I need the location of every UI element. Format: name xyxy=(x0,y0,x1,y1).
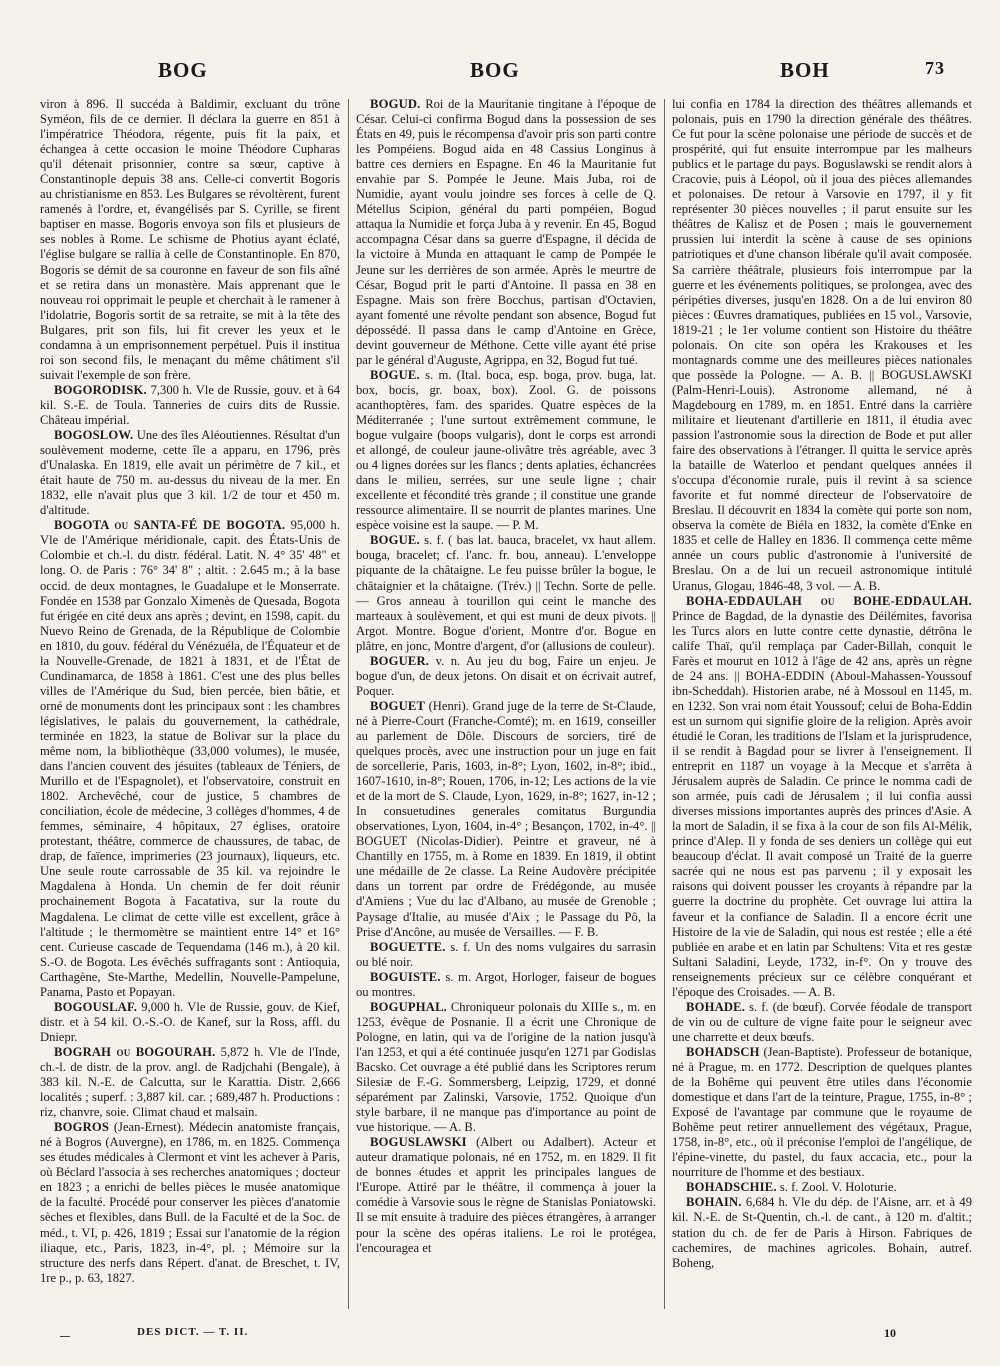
entry-headword: BOGUET xyxy=(370,698,426,713)
column-3 xyxy=(672,97,972,1315)
dictionary-entry xyxy=(672,1045,972,1180)
entry-headword: BOGUER. xyxy=(370,653,430,668)
entry-text: s. f. Zool. V. Holoturie. xyxy=(779,1180,897,1195)
entry-text: lui confia en 1784 la direction des théâtres allemands et polonais, puis en 1790 la direction générale des théâtres. Ce fut pour la scène polonaise une période de succès et de prospérité, qui fut ensuite interrompue par les malheurs publics et le partage du pays. Boguslawski se rendit alors à Cracovie, puis à Léopol, où il joua des pièces allemandes et polonaises. De retour à Varsovie en 1797, il y fit représenter 30 pièces nouvelles ; il parut ensuite sur les théâtres de Kalisz et de Posen ; mais le gouvernement prussien lui interdit la scène à cause de ses opinions patriotiques et d'une chanson libérale qu'il avait composée. Sa carrière théâtrale, plusieurs fois interrompue par la guerre et les événements politiques, se prolongea, avec des péripéties diverses, jusqu'en 1828. On a de lui environ 80 pièces : Œuvres dramatiques, publiées en 15 vol., Varsovie, 1819-21 ; le 1er volume contient son Histoire du théâtre polonais. On cite son opéra les Krakouses et les montagnards comme une des meilleures pièces nationales que possède la Pologne. — A. B. || BOGUSLAWSKI (Palm-Henri-Louis). Astronome allemand, né à Magdebourg en 1789, m. en 1851. Entré dans la carrière militaire et lieutenant d'artillerie en 1811, il étudia avec passion l'astronomie sous la direction de Bode et put aller faire des observations à l'étranger. Il quitta le service après la bataille de Waterloo et pendant quelques années il s'occupa d'économie rurale, puis il revint à sa science favorite et fut nommé directeur de l'observatoire de Breslau. Il découvrit en 1834 la comète qui porte son nom, observa la comète de Biéla en 1832, la comète d'Enke en 1835 et celle de Halley en 1836. Il commença cette même année un cours public d'astronomie à l'université de Breslau. On a de lui un recueil astronomique intitulé Uranus, Glogau, 1846-48, 3 vol. — A. B. xyxy=(672,97,972,593)
entry-headword: BOGUISTE. xyxy=(370,969,441,984)
entry-text: Roi de la Mauritanie tingitane à l'époque de César. Celui-ci confirma Bogud dans la possession de ses États en 49, puis le récompensa d'avoir pris son parti contre les Pompéiens. Bogud aida en 48 Cassius Longinus à battre ces derniers en Espagne. En 46 la Mauritanie fut envahie par S. Pompée le Jeune. Mais Juba, roi de Numidie, ayant voulu joindre ses forces à celle de Q. Métellus Scipion, général du parti pompéien, Bogud attaqua la Numidie et força Juba à y revenir. En 45, Bogud accompagna César dans sa guerre d'Espagne, il décida de la victoire à Munda en attaquant le camp de Pompée le Jeune sur les derrières de son armée. Après le meurtre de César, Bogud prit le parti d'Antoine. Il passa en 38 en Espagne. Mais son frère Bocchus, partisan d'Octavien, ayant fomenté une révolte pendant son absence, Bogud fut dépossédé. Il passa dans le camp d'Antoine en Grèce, devint gouverneur de Méthone. Cette ville ayant été prise par le général d'Auguste, Agrippa, en 32, Bogud fut tué. xyxy=(356,97,656,367)
dictionary-entry xyxy=(356,699,656,940)
entry-text: Une des îles Aléoutiennes. Résultat d'un soulèvement moderne, cette île a apparu, en 1796, près d'Unalaska. En 1819, elle avait un périmètre de 7 kil., et était haute de 750 m. au-dessus du niveau de la mer. En 1832, elle n'avait plus que 3 kil. 1/2 de tour et 450 m. d'altitude. xyxy=(40,428,340,518)
dictionary-entry xyxy=(672,97,972,594)
running-head-right: BOH xyxy=(780,58,830,82)
entry-text: viron à 896. Il succéda à Baldimir, excluant du trône Syméon, fils de ce dernier. Il déclara la guerre en 851 à l'impératrice Théodora, régente, puis fit la paix, et échangea à cette occasion le moine Théodore Cupharas qu'il détenait prisonnier, contre sa sœur, captive à Constantinople depuis 38 ans. Celle-ci convertit Bogoris au christianisme en 853. Les Bulgares se révoltèrent, furent ramenés à l'ordre, et, évangélisés par S. Cyrille, se firent baptiser en masse. Bogoris envoya son fils et plusieurs de ses nobles à Rome. Le schisme de Photius ayant éclaté, l'église bulgare se rallia à celle de Constantinople. En 870, Bogoris se démit de sa couronne en faveur de son fils aîné et se retira dans un monastère. Mais apprenant que le nouveau roi opprimait le peuple et cherchait à le ramener à l'idolatrie, Bogoris sortit de sa retraite, se mit à la tête des Bulgares, prit son fils, lui fit crever les yeux et le condamna à un emprisonnement perpétuel. Puis il institua roi son second fils, le menaçant du même châtiment s'il suivait l'exemple de son frère. xyxy=(40,97,340,382)
column-rule xyxy=(348,99,349,1309)
entry-headword: BOGUETTE. xyxy=(370,939,446,954)
entry-headword: BOHADE. xyxy=(686,999,746,1014)
entry-headword: BOHADSCH xyxy=(686,1044,760,1059)
dictionary-entry xyxy=(40,518,340,1000)
entry-headword: BOGUSLAWSKI xyxy=(370,1135,467,1150)
column-1 xyxy=(40,97,340,1315)
entry-text: s. f. (de bœuf). Corvée féodale de transport de vin ou de culture de vigne faite pour le seigneur avec une charrette et deux bœufs. xyxy=(672,999,972,1044)
dictionary-entry xyxy=(356,97,656,368)
dictionary-entry xyxy=(356,940,656,970)
entry-headword: BOGOTA ou SANTA-FÉ DE BOGOTA. xyxy=(54,518,286,533)
dictionary-entry xyxy=(356,1000,656,1135)
entry-headword: BOGROS xyxy=(54,1120,110,1135)
dictionary-entry xyxy=(40,97,340,383)
entry-headword: BOGRAH ou BOGOURAH. xyxy=(54,1044,216,1059)
dictionary-entry xyxy=(356,533,656,653)
entry-headword: BOGUD. xyxy=(370,97,421,111)
dictionary-entry xyxy=(40,1045,340,1120)
dictionary-entry xyxy=(672,1000,972,1045)
column-2 xyxy=(356,97,656,1315)
entry-text: (Albert ou Adalbert). Acteur et auteur dramatique polonais, né en 1752, m. en 1829. Il fit de bonnes études et apprit les principales langues de l'Europe. Attiré par le théâtre, il commença à jouer la comédie à Varsovie sous le règne de Stanislas Poniatowski. Il se mit ensuite à traduire des pièces étrangères, à arranger pour la scène des opéras italiens. Le roi le protégea, l'encourageа et xyxy=(356,1135,656,1255)
dictionary-entry xyxy=(40,1000,340,1045)
entry-headword: BOGUE. xyxy=(370,367,420,382)
entry-headword: BOHADSCHIE. xyxy=(686,1180,777,1195)
entry-text: 95,000 h. Vle de l'Amérique méridionale, capit. des États-Unis de Colombie et ch.-l. du distr. fédéral. Latit. N. 4° 35' 48" et long. O. de Paris : 76° 34' 8" ; altit. : 2.645 m.; à la base occid. de deux montagnes, le Guadalupe et le Monserrate. Fondée en 1538 par Gonzalo Ximenès de Quesada, Bogota fut érigée en cité deux ans après ; devint, en 1598, capit. du Nuevo Reino de Grenada, de la République de Colombie en 1810, du gouv. fédéral du Vénézuéla, de l'Équateur et de la Nouvelle-Grenade, de 1821 à 1831, et de l'État de Cundinamarca, de 1858 à 1861. C'est une des plus belles villes de l'Amérique du Sud, bien percée, bien bâtie, et orné de monuments dont les principaux sont : les chambres législatives, le palais du gouvernement, la cathédrale, terminée en 1823, la statue de Bolivar sur la place du même nom, la bibliothèque (33,000 volumes), le musée, dans l'ancien couvent des jésuites (tableaux de Téniers, de Murillo et de l'Espagnolet), et l'observatoire, construit en 1802. Archevêché, cour de justice, 5 chambres de conciliation, école de médecine, 3 collèges d'hommes, 4 de femmes, séminaire, 4 hôpitaux, 27 églises, oratoire protestant, théâtre, commerce de chaussures, de tabac, de drap, de faïence, imprimeries (23 journaux), liqueurs, etc. Une seule route carrossable de 35 kil. va rejoindre le Magdalena à Honda. Un chemin de fer doit réunir prochainement Bogota à Facatativa, sur la route du Magdalena. Le climat de cette ville est excellent, grâce à l'altitude ; le thermomètre se maintient entre 14° et 16° cent. Curieuse cascade de Tequendama (146 m.), à 20 kil. S.-O. de Bogota. Les évêchés suffragants sont : Antioquia, Carthagène, Ste-Marthe, Medellin, Nouvelle-Pampelune, Panama, Pasto et Popayan. xyxy=(40,518,340,999)
entry-headword: BOGOUSLAF. xyxy=(54,999,138,1014)
entry-text: (Henri). Grand juge de la terre de St-Claude, né à Pierre-Court (Franche-Comté); m. en 1619, conseiller au parlement de Dôle. Discours de sorciers, tiré de quelques procès, avec une instruction pour un juge en fait de sorcellerie, Paris, 1603, in-8°; Lyon, 1602, in-8°; ibid., 1607-1610, in-8°; Rouen, 1706, in-12; Les actions de la vie et de la mort de S. Claude, Lyon, 1629, in-8°; 1627, in-12 ; In consuetudines generales comitatus Burgundia observationes, Lyon, 1604, in-4° ; Besançon, 1702, in-4°. || BOGUET (Nicolas-Didier). Peintre et graveur, né à Chantilly en 1755, m. à Rome en 1839. En 1819, il obtint une médaille de 2e classe. La Reine Audovère précipitée dans un torrent par ordre de Frédégonde, au musée d'Amiens ; Vue du lac d'Albano, au musée de Grenoble ; Paysage d'Italie, au musée d'Aix ; le Passage du Pô, la Prise d'Ancône, au musée de Versailles. — F. B. xyxy=(356,698,656,939)
sheet-number: 10 xyxy=(884,1326,896,1340)
running-head xyxy=(0,58,1000,88)
column-rule xyxy=(664,99,665,1309)
printer-mark xyxy=(60,1336,70,1337)
entry-text: s. f. Un des noms vulgaires du sarrasin ou blé noir. xyxy=(356,939,656,969)
page-footer xyxy=(0,1326,1000,1346)
dictionary-entry xyxy=(672,594,972,1000)
entry-text: 6,684 h. Vle du dép. de l'Aisne, arr. et à 49 kil. N.-E. de St-Quentin, ch.-l. de cant., à 120 m. d'altit.; station du ch. de fer de Paris à Hirson. Fabriques de cachemires, de machines agricoles. Bohain, autref. Boheng, xyxy=(672,1195,972,1270)
dictionary-entry xyxy=(40,428,340,518)
entry-text: s. m. (Ital. boca, esp. boga, prov. buga, lat. box, bocis, gr. boax, box). Zool. G. de poissons acanthoptères, fam. des sparides. Quatre espèces de la Méditerranée ; l'une surtout extrêmement commune, le bogue vulgaire (boops vulgaris), dont le corps est arrondi et allongé, de couleur jaune-olivâtre très agréable, avec 3 ou 4 lignes dorées sur les flancs ; dents aplaties, échancrées dans le milieu, serrées, sur une seule ligne ; chair excellente et fécondité très grande ; il constitue une grande ressource alimentaire. Il se nourrit de plantes marines. Une espèce voisine est la saupe. — P. M. xyxy=(356,367,656,533)
entry-text: s. f. ( bas lat. bauca, bracelet, vx haut allem. bouga, bracelet; cf. l'anc. fr. bou, anneau). L'enveloppe piquante de la châtaigne. Le feu puisse brûler la bogue, le châtaignier et la châtaigne. (Trév.) || Techn. Sorte de pelle. — Gros anneau à tourillon qui ceint le manche des marteaux à soulèvement, et qui est muni de deux pivots. || Argot. Montre. Bogue d'orient, Montre d'or. Bogue en plâtre, en jonc, Montre d'argent, d'or (allusions de couleur). xyxy=(356,533,656,653)
entry-headword: BOGOSLOW. xyxy=(54,428,134,443)
dictionary-entry xyxy=(40,1120,340,1286)
dictionary-entry xyxy=(356,1135,656,1255)
running-head-left: BOG xyxy=(158,58,208,82)
entry-headword: BOHAIN. xyxy=(686,1195,742,1210)
dictionary-entry xyxy=(356,970,656,1000)
dictionary-entry xyxy=(40,383,340,428)
dictionary-columns xyxy=(40,97,972,1315)
dictionary-entry xyxy=(672,1195,972,1270)
entry-headword: BOHA-EDDAULAH ou BOHE-EDDAULAH. xyxy=(686,593,972,608)
entry-headword: BOGUPHAL. xyxy=(370,999,448,1014)
dictionary-entry xyxy=(356,654,656,699)
entry-headword: BOGORODISK. xyxy=(54,382,147,397)
entry-text: Chroniqueur polonais du XIIIe s., m. en 1253, évêque de Posnanie. Il a écrit une Chronique de Pologne, en latin, qui va de l'origine de la nation jusqu'à l'an 1253, et qui a été continuée jusqu'en 1271 par Godislas Bacsko. Cet ouvrage a été publié dans les Scriptores rerum Silesiæ de F.-G. Sommersberg, Leipzig, 1729, et donné séparément par Zalinski, Varsovie, 1752. Quoique d'un style barbare, il ne manque pas d'importance au point de vue historique. — A. B. xyxy=(356,999,656,1135)
entry-text: 5,872 h. Vle de l'Inde, ch.-l. de distr. de la prov. angl. de Radjchahi (Bengale), à 383 kil. N.-E. de Calcutta, sur le Karattia. Distr. 2,666 localités ; superf. : 3,887 kil. car. ; 689,487 h. Productions : riz, chanvre, soie. Climat chaud et malsain. xyxy=(40,1044,340,1120)
entry-text: (Jean-Ernest). Médecin anatomiste français, né à Bogros (Auvergne), en 1786, m. en 1825. Commença ses études médicales à Clermont et vint les achever à Paris, où Béclard l'associa à ses recherches anatomiques ; docteur en 1823 ; a enrichi de belles pièces le musée anatomique de la faculté. Procédé pour conserver les pièces d'anatomie sèches et flexibles, dans Bull. de la Faculté et de la Soc. de méd., t. VI, p. 426, 1819 ; Essai sur l'anatomie de la région iliaque, etc., Paris, 1823, in-4°, pl. ; Mémoire sur la structure des nerfs dans Répert. d'anat. de Breschet, t. IV, 1re p., p. 63, 1827. xyxy=(40,1120,340,1285)
entry-headword: BOGUE. xyxy=(370,533,420,548)
entry-text: 9,000 h. Vle de Russie, gouv. de Kief, distr. et à 54 kil. O.-S.-O. de Kanef, sur la Ross, affl. du Dniepr. xyxy=(40,999,340,1044)
entry-text: s. m. Argot, Horloger, faiseur de bogues ou montres. xyxy=(356,969,656,999)
entry-text: Prince de Bagdad, de la dynastie des Déilémites, favorisa les Turcs alors en lutte contre cette dynastie, détrôna le calife Thaï, qu'il remplaça par Cader-Billah, conquit le Farès et mourut en 1012 à l'âge de 42 ans, après un règne de 24 ans. || BOHA-EDDIN (Aboul-Mahassen-Youssouf ibn-Scheddah). Historien arabe, né à Mossoul en 1145, m. en 1232. Son vrai nom était Youssouf; celui de Boha-Eddin est un surnom qui signifie gloire de la religion. Après avoir étudié le Coran, les traditions de l'Islam et la jurisprudence, il se rendit à Bagdad pour se livrer à l'enseignement. Il entreprit en 1187 un voyage à la Mecque et s'arrêta à Jérusalem auprès de Saladin. Ce prince le nomma cadi de son armée, puis cadi de Jérusalem ; il lui confia aussi diverses missions importantes auprès des princes d'Asie. A la mort de Saladin, il se fixa à la cour de son fils Al-Mélik, prince d'Alep. Il y fonda de ses deniers un collège qui eut beaucoup d'éclat. Il avait composé un Traité de la guerre sacrée qui ne nous est pas parvenu ; il y exposait les raisons qui doivent pousser les croyants à répandre par la guerre la doctrine du prophète. Cet ouvrage lui attira la faveur et la confiance de Saladin. Il a encore écrit une Histoire de la vie de Saladin, qui nous est restée ; elle a été publiée en arabe et en latin par Schultens: Vita et res gestæ Sultani Saladini, Leyde, 1732, in-f°. On y trouve des renseignements précieux sur ce célèbre conquérant et l'époque des Croisades. — A. B. xyxy=(672,608,972,999)
running-head-center: BOG xyxy=(470,58,520,82)
page-number: 73 xyxy=(925,58,945,78)
entry-text: (Jean-Baptiste). Professeur de botanique, né à Prague, m. en 1772. Description de quelques plantes de la Bohême qui peuvent être utiles dans l'économie domestique et dans l'art de la teinture, Prague, 1755, in-8° ; Exposé de l'avantage par commune que le royaume de Bohême peut retirer annuellement des végétaux, Prague, 1758, in-8°, etc., où il préconise l'emploi de l'angélique, de l'épine-vinette, du pastel, du faux accacia, etc., pour la nourriture de l'homme et des bestiaux. xyxy=(672,1044,972,1180)
dictionary-entry xyxy=(356,368,656,534)
entry-text: v. n. Au jeu du bog, Faire un enjeu. Je bogue d'un, de deux jetons. On disait et on écrivait autref, Poquer. xyxy=(356,653,656,698)
dictionary-entry xyxy=(672,1180,972,1195)
entry-text: 7,300 h. Vle de Russie, gouv. et à 64 kil. S.-E. de Toula. Tanneries de cuirs dits de Russie. Château impérial. xyxy=(40,382,340,427)
printer-signature: DES DICT. — T. II. xyxy=(137,1326,249,1338)
